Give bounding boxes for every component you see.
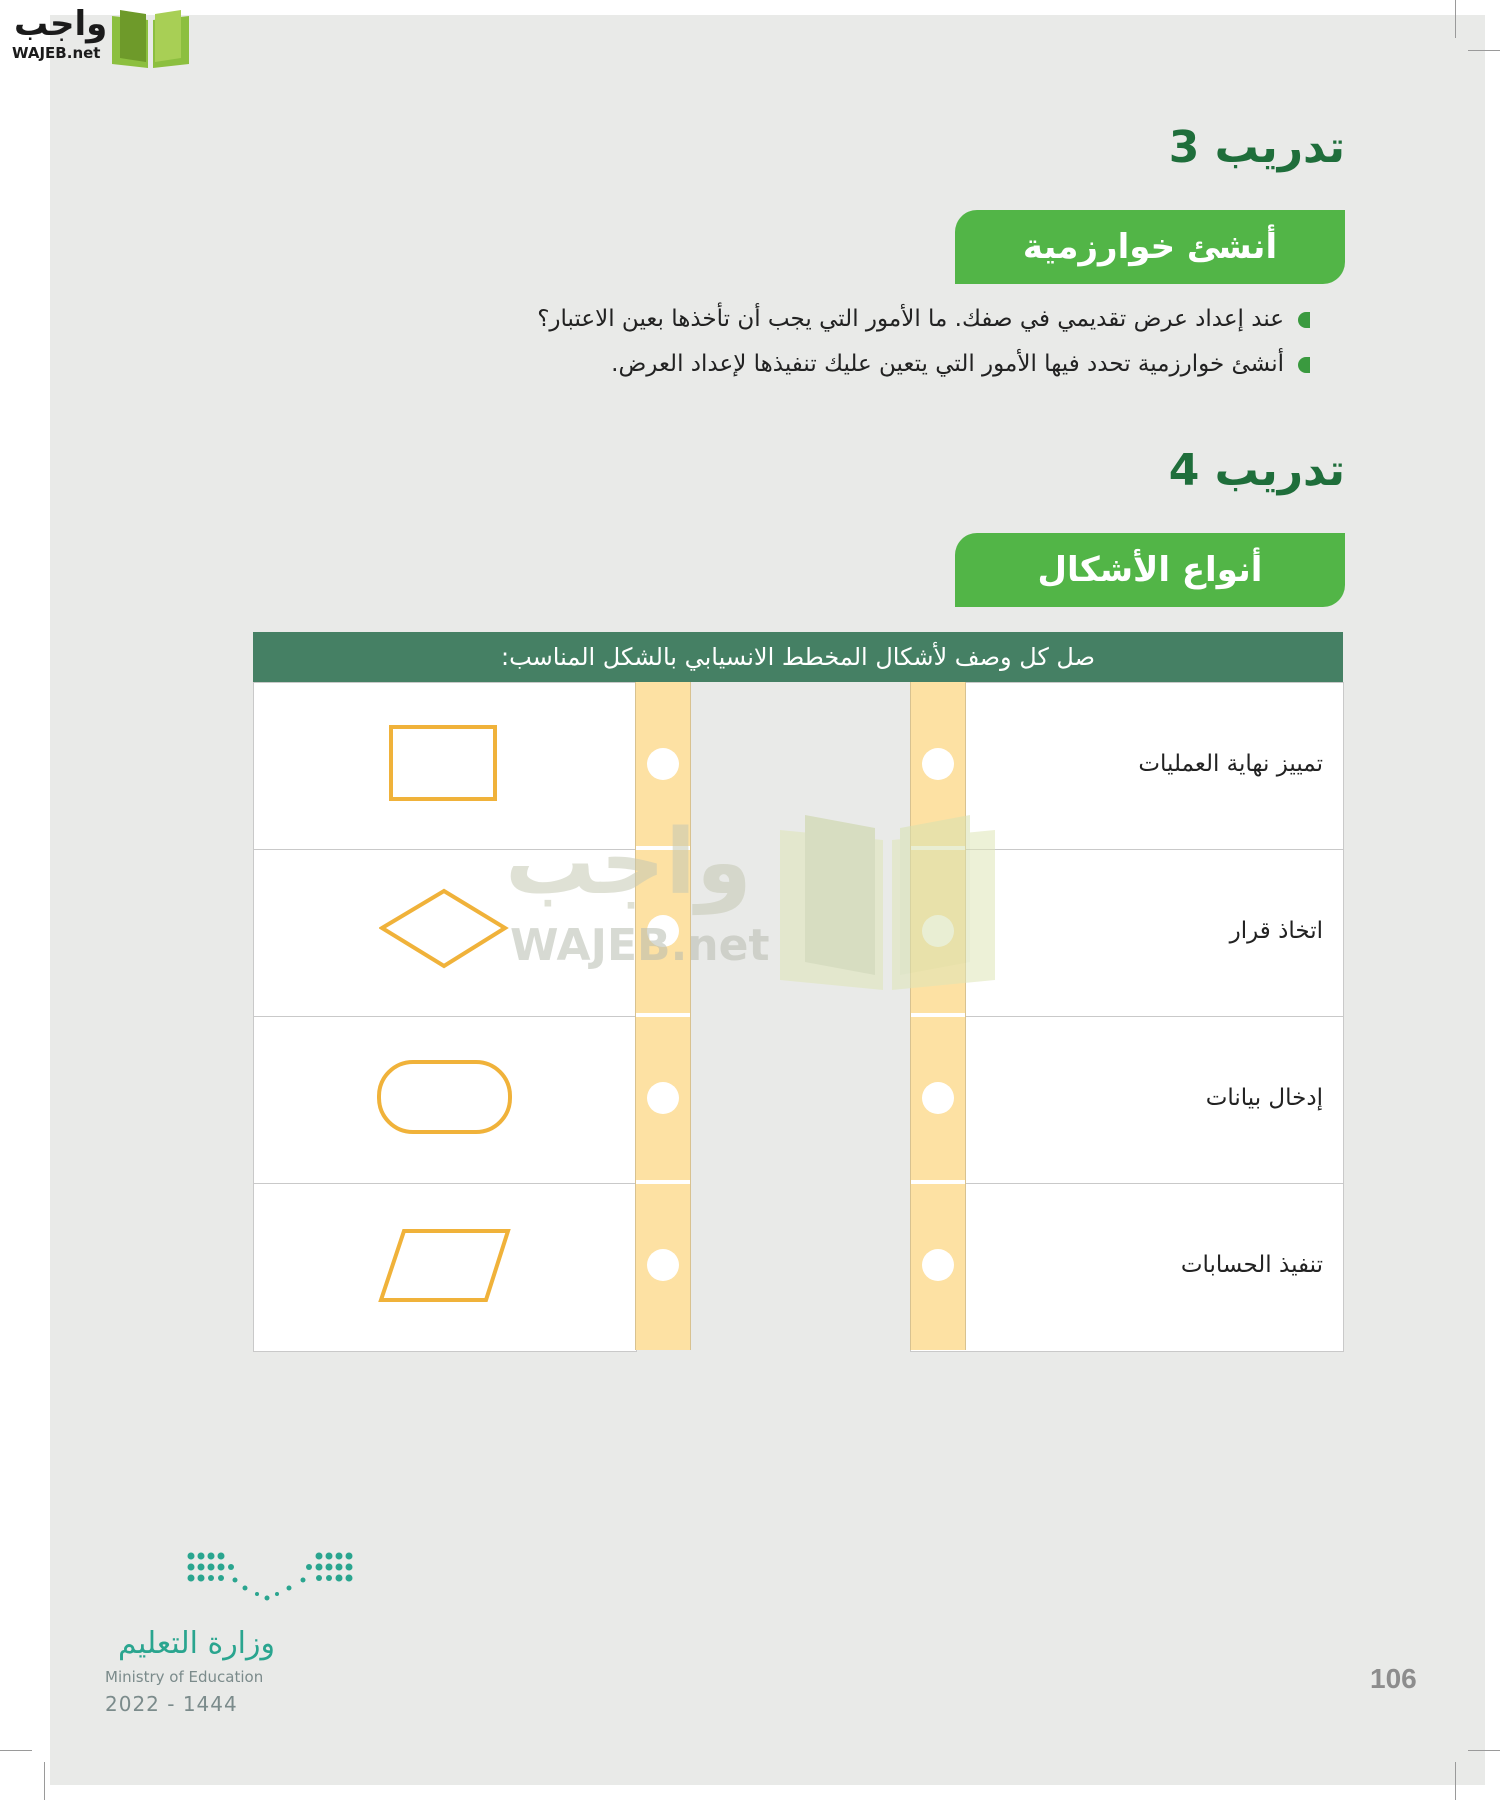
crop-mark <box>1468 1750 1500 1751</box>
rounded-rectangle-shape[interactable] <box>376 1059 514 1139</box>
connection-dot[interactable] <box>647 1249 679 1281</box>
logo-latin-text: WAJEB.net <box>12 44 101 62</box>
bullet-icon <box>1298 357 1310 373</box>
rectangle-shape[interactable] <box>389 725 499 805</box>
shapes-connector-strip <box>635 682 691 1350</box>
strip-divider <box>911 1180 965 1184</box>
parallelogram-shape[interactable] <box>376 1228 512 1308</box>
connection-dot[interactable] <box>922 1249 954 1281</box>
crop-mark <box>44 1762 45 1800</box>
wajeb-logo[interactable] <box>8 4 193 68</box>
row-divider <box>254 1016 636 1017</box>
academic-year: 2022 - 1444 <box>105 1692 238 1716</box>
strip-divider <box>636 1013 690 1017</box>
description-item: تنفيذ الحسابات <box>1180 1252 1323 1278</box>
row-divider <box>911 1183 1343 1184</box>
crop-mark <box>1468 50 1500 51</box>
watermark-latin: WAJEB.net <box>510 920 770 971</box>
ministry-of-education-logo <box>95 1550 395 1720</box>
ministry-english-name: Ministry of Education <box>105 1668 264 1686</box>
shapes-panel <box>253 682 637 1352</box>
descriptions-panel <box>910 682 1344 1352</box>
descriptions-connector-strip <box>910 682 966 1350</box>
training-3-heading: تدريب 3 <box>1168 122 1345 173</box>
training-3-banner: أنشئ خوارزمية <box>955 210 1345 284</box>
page-number: 106 <box>1370 1663 1417 1694</box>
crop-mark <box>1455 0 1456 38</box>
description-item: إدخال بيانات <box>1205 1085 1323 1111</box>
bullet-text: أنشئ خوارزمية تحدد فيها الأمور التي يتعين عليك تنفيذها لإعداد العرض. <box>611 351 1284 377</box>
connection-dot[interactable] <box>647 1082 679 1114</box>
list-item <box>410 351 1310 377</box>
connection-dot[interactable] <box>922 1082 954 1114</box>
training-4-heading: تدريب 4 <box>1168 445 1345 496</box>
logo-arabic-text: واجب <box>14 4 108 44</box>
row-divider <box>911 1016 1343 1017</box>
watermark-arabic: واجب <box>505 810 752 915</box>
row-divider <box>254 1183 636 1184</box>
list-item <box>410 306 1310 332</box>
book-icon <box>108 6 193 68</box>
matching-instruction: صل كل وصف لأشكال المخطط الانسيابي بالشكل المناسب: <box>253 632 1343 682</box>
description-item: اتخاذ قرار <box>1229 918 1323 944</box>
training-4-banner: أنواع الأشكال <box>955 533 1345 607</box>
connection-dot[interactable] <box>922 748 954 780</box>
crop-mark <box>0 1750 32 1751</box>
connection-dot[interactable] <box>647 748 679 780</box>
bullet-icon <box>1298 312 1310 328</box>
book-icon <box>775 810 1000 990</box>
bullet-text: عند إعداد عرض تقديمي في صفك. ما الأمور التي يجب أن تأخذها بعين الاعتبار؟ <box>537 306 1284 332</box>
wajeb-watermark <box>505 810 1005 995</box>
ministry-arabic-name: وزارة التعليم <box>117 1626 275 1661</box>
strip-divider <box>911 1013 965 1017</box>
ministry-dots-emblem <box>185 1550 355 1610</box>
strip-divider <box>636 1180 690 1184</box>
crop-mark <box>1455 1762 1456 1800</box>
diamond-shape[interactable] <box>379 888 509 970</box>
description-item: تمييز نهاية العمليات <box>1138 751 1323 777</box>
